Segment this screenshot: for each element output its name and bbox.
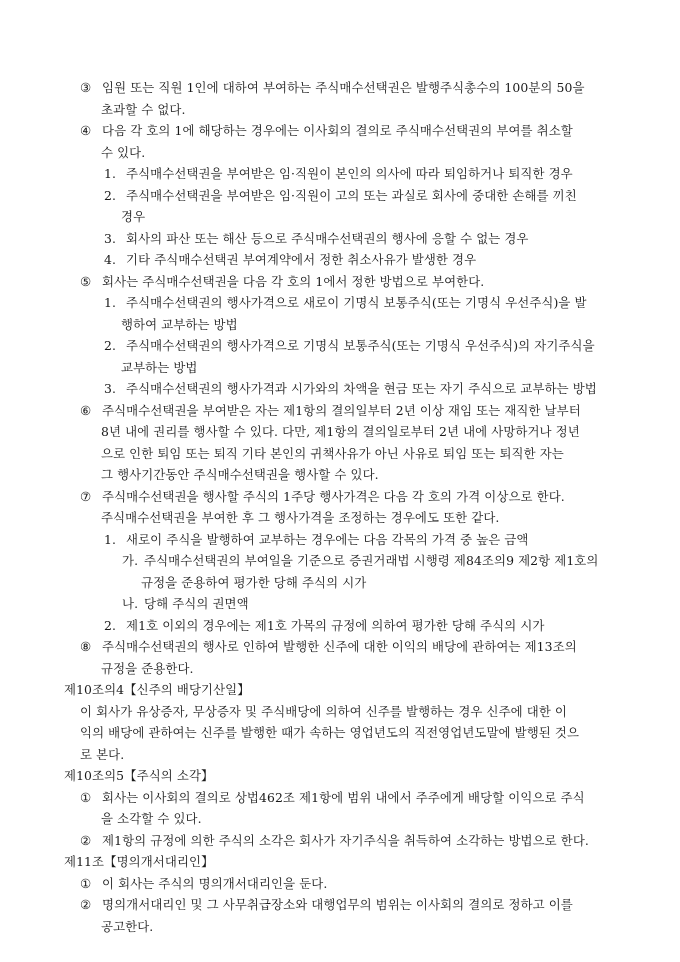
document-line [0,701,680,723]
item-marker: ⑥ [80,402,92,418]
document-line [0,658,680,680]
line-text: 을 소각할 수 있다. [101,811,202,826]
article-heading [0,851,680,873]
document-line [0,894,680,916]
line-text: 행하여 교부하는 방법 [121,316,238,332]
line-text: 새로이 주식을 발행하여 교부하는 경우에는 다음 각목의 가격 중 높은 금액 [122,531,529,547]
document-line [0,615,680,637]
line-text: 익의 배당에 관하여는 신주를 발행한 때가 속하는 영업년도의 직전영업년도말에 발행된 것으 [80,725,580,740]
item-marker: 2. [104,187,117,203]
line-text: 주식매수선택권의 행사가격과 시가와의 차액을 현금 또는 자기 주식으로 교부하는 방법 [122,381,597,396]
document-line [0,400,680,422]
document-line [0,77,680,99]
line-text: 당해 주식의 권면액 [140,596,249,611]
item-marker: 나. [122,596,139,611]
line-text: 회사는 이사회의 결의로 상법462조 제1항에 범위 내에서 주주에게 배당할 이익으로 주식 [98,789,585,805]
line-text: 주식매수선택권을 행사할 주식의 1주당 행사가격은 다음 각 호의 가격 이상으로 한다. [98,488,565,504]
line-text: 수 있다. [101,144,146,160]
line-text: 제11조【명의개서대리인】 [64,854,214,869]
document-line [0,228,680,250]
item-marker: ④ [80,123,92,138]
document-line [0,378,680,400]
line-text: 기타 주식매수선택권 부여계약에서 정한 취소사유가 발생한 경우 [122,252,477,267]
item-marker: 1. [104,166,117,181]
line-text: 주식매수선택권의 행사로 인하여 발행한 신주에 대한 이익의 배당에 관하여는 제13조의 [98,639,577,654]
line-text: 규정을 준용한다. [101,660,194,676]
line-text: 주식매수선택권을 부여받은 임·직원이 본인의 의사에 따라 퇴임하거나 퇴직한 경우 [122,166,573,181]
document-line [0,873,680,895]
line-text: 임원 또는 직원 1인에 대하여 부여하는 주식매수선택권은 발행주식총수의 100분의 50을 [98,80,585,95]
line-text: 주식매수선택권을 부여한 후 그 행사가격을 조정하는 경우에도 또한 같다. [101,510,500,525]
document-line [0,744,680,766]
line-text: 주식매수선택권을 부여받은 임·직원이 고의 또는 과실로 회사에 중대한 손해를 끼친 [122,187,577,203]
line-text: 규정을 준용하여 평가한 당해 주식의 시가 [141,574,367,590]
line-text: 다음 각 호의 1에 해당하는 경우에는 이사회의 결의로 주식매수선택권의 부여를 취소할 [98,123,573,138]
document-line [0,830,680,852]
item-marker: ③ [80,80,92,95]
line-text: 제10조의4【신주의 배당기산일】 [64,682,250,697]
line-text: 이 회사가 유상증자, 무상증자 및 주식배당에 의하여 신주를 발행하는 경우 신주에 대한 이 [80,703,567,719]
document-line [0,550,680,572]
line-text: 이 회사는 주식의 명의개서대리인을 둔다. [98,875,328,891]
item-marker: 4. [104,252,117,267]
line-text: 명의개서대리인 및 그 사무취급장소와 대행업무의 범위는 이사회의 결의로 정하고 이를 [98,897,573,912]
document-line [0,271,680,293]
line-text: 으로 인한 퇴임 또는 퇴직 기타 본인의 귀책사유가 아닌 사유로 퇴임 또는 퇴직한 자는 [101,445,564,461]
line-text: 공고한다. [101,918,154,934]
line-text: 그 행사기간동안 주식매수선택권을 행사할 수 있다. [101,467,379,482]
document-line [0,593,680,615]
line-text: 로 본다. [80,746,125,762]
document-line [0,808,680,830]
document-line [0,249,680,271]
document-line [0,443,680,465]
document-line [0,335,680,357]
document-line [0,142,680,164]
item-marker: ⑤ [80,273,92,289]
line-text: 주식매수선택권의 행사가격으로 새로이 기명식 보통주식(또는 기명식 우선주식)을 발 [122,295,587,310]
item-marker: 2. [104,617,117,633]
document-line [0,120,680,142]
article-heading [0,765,680,787]
line-text: 주식매수선택권의 부여일을 기준으로 증권거래법 시행령 제84조의9 제2항 제1호의 [140,553,599,568]
document-line [0,916,680,938]
line-text: 교부하는 방법 [121,359,198,375]
document-line [0,292,680,314]
document-line [0,163,680,185]
item-marker: 가. [122,553,139,568]
item-marker: 1. [104,295,117,310]
document-line [0,357,680,379]
item-marker: ② [80,897,92,912]
line-text: 회사는 주식매수선택권을 다음 각 호의 1에서 정한 방법으로 부여한다. [98,273,485,289]
line-text: 제1항의 규정에 의한 주식의 소각은 회사가 자기주식을 취득하여 소각하는 방법으로 한다. [98,832,589,848]
document-line [0,636,680,658]
line-text: 제10조의5【주식의 소각】 [64,768,214,783]
document-line [0,486,680,508]
line-text: 경우 [121,209,146,224]
line-text: 제1호 이외의 경우에는 제1호 가목의 규정에 의하여 평가한 당해 주식의 시가 [122,617,545,633]
item-marker: ⑦ [80,488,92,504]
document-line [0,529,680,551]
item-marker: 3. [104,381,117,396]
item-marker: ⑧ [80,639,92,654]
line-text: 주식매수선택권을 부여받은 자는 제1항의 결의일부터 2년 이상 재임 또는 재직한 날부터 [98,402,581,418]
document-line [0,206,680,228]
document-line [0,507,680,529]
document-line [0,722,680,744]
item-marker: ② [80,832,92,848]
document-line [0,572,680,594]
item-marker: 1. [104,531,117,547]
line-text: 초과할 수 없다. [101,101,186,117]
item-marker: ① [80,789,92,805]
line-text: 주식매수선택권의 행사가격으로 기명식 보통주식(또는 기명식 우선주식)의 자기주식을 [122,338,595,353]
document-line [0,787,680,809]
document-line [0,464,680,486]
line-text: 8년 내에 권리를 행사할 수 있다. 다만, 제1항의 결의일로부터 2년 내에 사망하거나 정년 [101,424,580,439]
item-marker: ① [80,875,92,891]
document-line [0,185,680,207]
item-marker: 2. [104,338,117,353]
document-line [0,99,680,121]
item-marker: 3. [104,230,117,246]
article-heading [0,679,680,701]
document-line [0,421,680,443]
document-line [0,314,680,336]
line-text: 회사의 파산 또는 해산 등으로 주식매수선택권의 행사에 응할 수 없는 경우 [122,230,529,246]
